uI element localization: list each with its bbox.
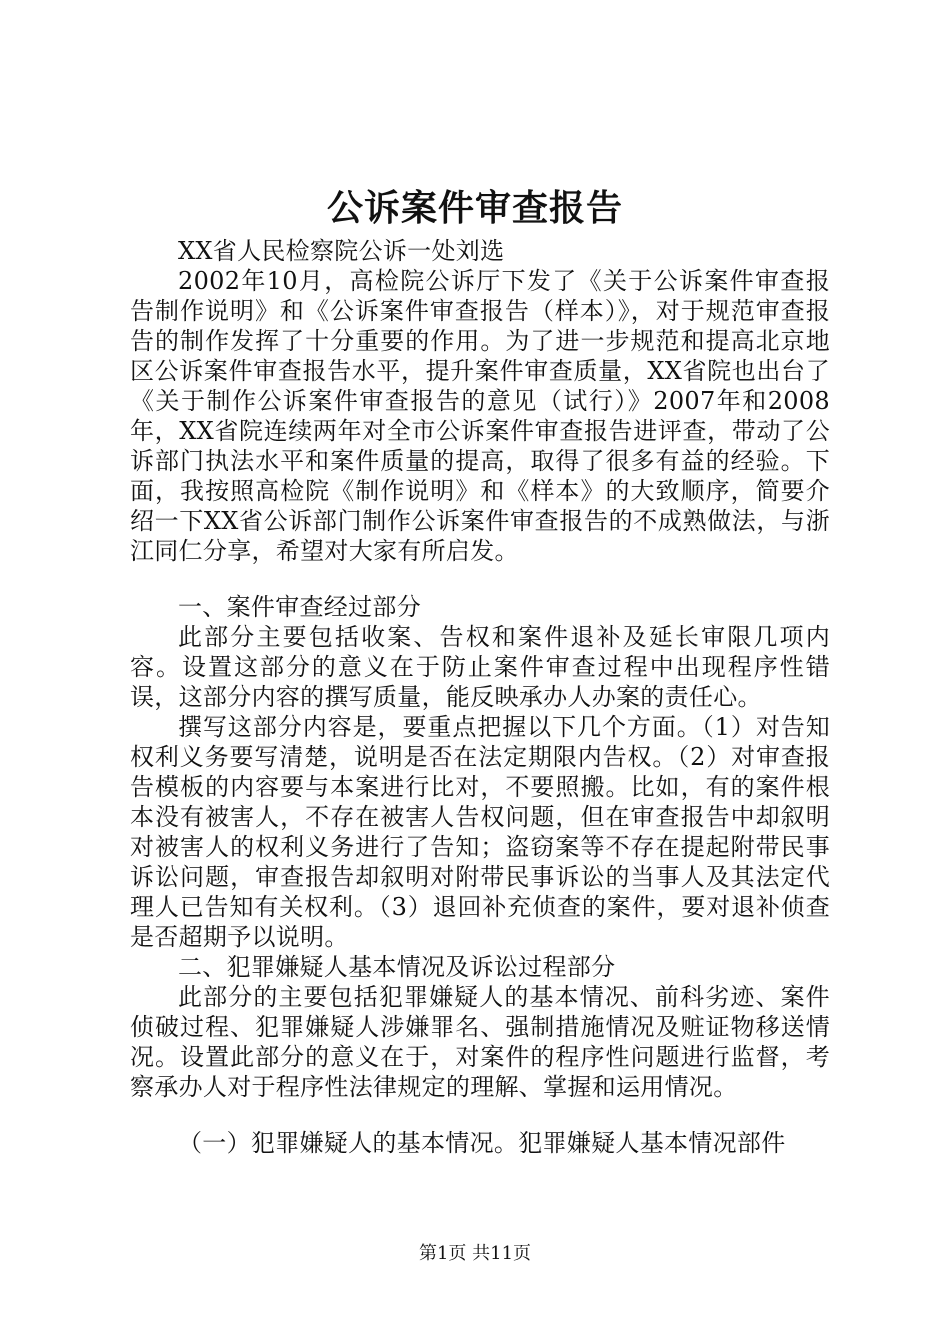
author-line: XX省人民检察院公诉一处刘选 bbox=[178, 237, 505, 265]
section-heading-1: 一、案件审查经过部分 bbox=[178, 593, 421, 621]
subsection-1-paragraph: （一）犯罪嫌疑人的基本情况。犯罪嫌疑人基本情况部件 bbox=[178, 1129, 786, 1157]
intro-paragraph: 2002年10月，高检院公诉厅下发了《关于公诉案件审查报告制作说明》和《公诉案件审查报告（样本）》，对于规范审查报告的制作发挥了十分重要的作用。为了进一步规范和提高北京地区公诉案件审查报告水平，提升案件审查质量，XX省院也出台了《关于制作公诉案件审查报告的意见（试行）》2007年和2008年，XX省院连续两年对全市公诉案件审查报告进评查，带动了公诉部门执法水平和案件质量的提高，取得了很多有益的经验。下面，我按照高检院《制作说明》和《样本》的大致顺序，简要介绍一下XX省公诉部门制作公诉案件审查报告的不成熟做法，与浙江同仁分享，希望对大家有所启发。 bbox=[130, 267, 830, 565]
section-1-paragraph-2: 撰写这部分内容是，要重点把握以下几个方面。（1）对告知权利义务要写清楚，说明是否在法定期限内告权。（2）对审查报告模板的内容要与本案进行比对，不要照搬。比如，有的案件根本没有被害人，不存在被害人告权问题，但在审查报告中却叙明对被害人的权利义务进行了告知；盗窃案等不存在提起附带民事诉讼问题，审查报告却叙明对附带民事诉讼的当事人及其法定代理人已告知有关权利。（3）退回补充侦查的案件，要对退补侦查是否超期予以说明。 bbox=[130, 713, 830, 951]
section-heading-2: 二、犯罪嫌疑人基本情况及诉讼过程部分 bbox=[178, 953, 616, 981]
page-footer: 第1页 共11页 bbox=[418, 1243, 532, 1264]
document-body bbox=[130, 236, 830, 1158]
document-title: 公诉案件审查报告 bbox=[326, 187, 623, 229]
section-2-paragraph-1: 此部分的主要包括犯罪嫌疑人的基本情况、前科劣迹、案件侦破过程、犯罪嫌疑人涉嫌罪名、强制措施情况及赃证物移送情况。设置此部分的意义在于，对案件的程序性问题进行监督，考察承办人对于程序性法律规定的理解、掌握和运用情况。 bbox=[130, 983, 830, 1101]
section-1-paragraph-1: 此部分主要包括收案、告权和案件退补及延长审限几项内容。设置这部分的意义在于防止案件审查过程中出现程序性错误，这部分内容的撰写质量，能反映承办人办案的责任心。 bbox=[130, 623, 830, 711]
